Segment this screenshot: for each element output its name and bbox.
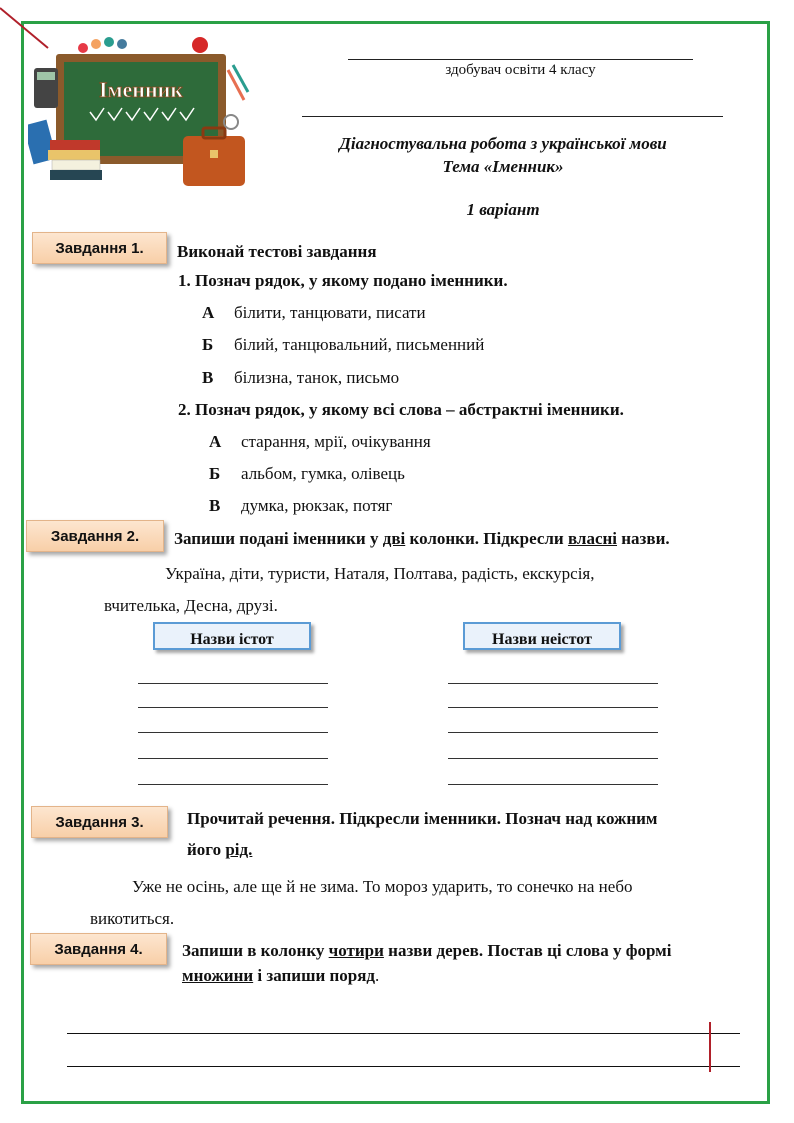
option-letter: Б — [202, 335, 214, 354]
option-letter: В — [202, 368, 214, 387]
task1-instruction: Виконай тестові завдання — [177, 242, 377, 261]
task4-instruction-line1: Запиши в колонку чотири назви дерев. Постав ці слова у формі — [182, 941, 672, 960]
title-line1: Діагностувальна робота з української мови — [339, 134, 667, 153]
option-text: альбом, гумка, олівець — [241, 464, 405, 483]
answer-line[interactable] — [138, 758, 328, 759]
option-text: білий, танцювальний, письменний — [234, 335, 485, 354]
svg-text:Іменник: Іменник — [98, 77, 184, 102]
answer-line[interactable] — [138, 732, 328, 733]
option-text: думка, рюкзак, потяг — [241, 496, 393, 515]
answer-line[interactable] — [67, 1033, 740, 1034]
answer-line[interactable] — [138, 784, 328, 785]
option-letter: А — [202, 303, 215, 322]
title-line2: Тема «Іменник» — [442, 157, 564, 176]
school-line — [302, 116, 723, 117]
option-text: білизна, танок, письмо — [234, 368, 400, 387]
header-subtitle: здобувач освіти 4 класу — [445, 62, 596, 78]
margin-mark — [709, 1022, 711, 1072]
task1-q1: 1. Познач рядок, у якому подано іменники. — [178, 271, 508, 290]
q2-option-b[interactable] — [209, 464, 405, 484]
task2-label: Завдання 2. — [26, 520, 164, 552]
variant: 1 варіант — [466, 200, 540, 219]
task2-instruction: Запиши подані іменники у дві колонки. Підкресли власні назви. — [174, 529, 670, 548]
answer-line[interactable] — [138, 707, 328, 708]
task3-label: Завдання 3. — [31, 806, 168, 838]
answer-line[interactable] — [448, 732, 658, 733]
q1-option-b[interactable] — [202, 335, 484, 355]
option-letter: Б — [209, 464, 221, 483]
chalkboard-illustration — [28, 30, 250, 192]
column-header-inanimate: Назви неістот — [463, 622, 621, 650]
q2-option-a[interactable] — [209, 432, 431, 452]
q2-option-c[interactable] — [209, 496, 392, 516]
answer-line[interactable] — [67, 1066, 740, 1067]
task1-label: Завдання 1. — [32, 232, 167, 264]
option-text: старання, мрії, очікування — [241, 432, 431, 451]
task3-instruction-line1: Прочитай речення. Підкресли іменники. Познач над кожним — [187, 809, 658, 828]
task1-q2: 2. Познач рядок, у якому всі слова – абстрактні іменники. — [178, 400, 624, 419]
answer-line[interactable] — [448, 707, 658, 708]
q1-option-a[interactable] — [202, 303, 426, 323]
task3-text-line1: Уже не осінь, але ще й не зима. То мороз ударить, то сонечко на небо — [132, 877, 633, 896]
answer-line[interactable] — [138, 683, 328, 684]
option-text: білити, танцювати, писати — [234, 303, 426, 322]
task4-instruction-line2: множини і запиши поряд. — [182, 966, 380, 985]
answer-line[interactable] — [448, 683, 658, 684]
task4-label: Завдання 4. — [30, 933, 167, 965]
task2-words-line2: вчителька, Десна, друзі. — [104, 596, 278, 615]
name-line — [348, 59, 693, 60]
column-header-animate: Назви істот — [153, 622, 311, 650]
task3-text-line2: викотиться. — [90, 909, 175, 928]
task2-words-line1: Україна, діти, туристи, Наталя, Полтава, радість, екскурсія, — [165, 564, 595, 583]
option-letter: А — [209, 432, 222, 451]
option-letter: В — [209, 496, 221, 515]
q1-option-c[interactable] — [202, 368, 399, 388]
answer-line[interactable] — [448, 758, 658, 759]
answer-line[interactable] — [448, 784, 658, 785]
task3-instruction-line2: його рід. — [187, 840, 253, 859]
